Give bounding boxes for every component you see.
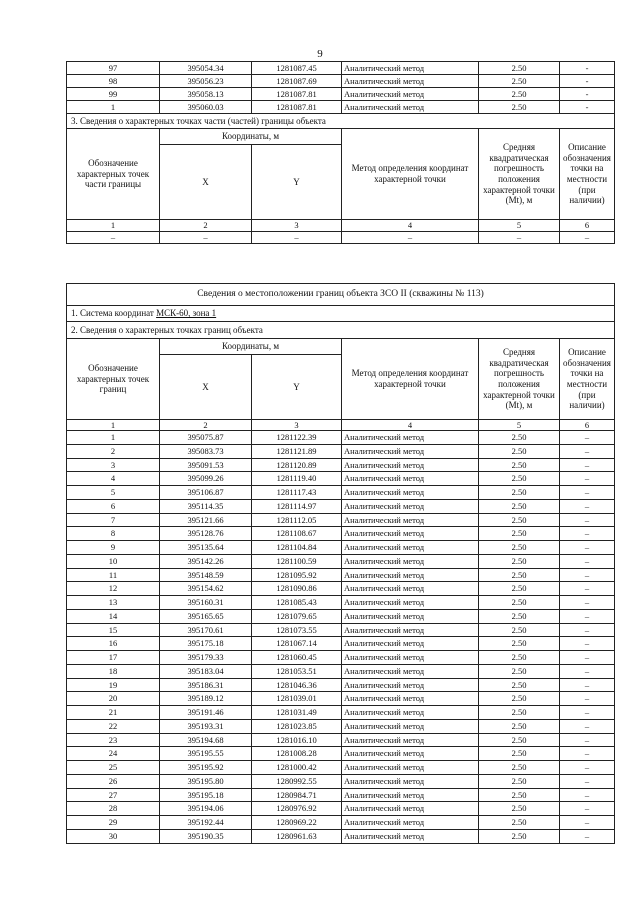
description: – — [560, 499, 615, 513]
description: – — [560, 431, 615, 445]
dash-cell: – — [67, 232, 160, 244]
table-row — [67, 596, 615, 610]
description: – — [560, 444, 615, 458]
method: Аналитический метод — [342, 486, 479, 500]
point-number: 9 — [67, 541, 160, 555]
coord-y: 1281008.28 — [252, 747, 342, 761]
coord-x: 395170.61 — [160, 623, 252, 637]
accuracy: 2.50 — [479, 527, 560, 541]
coord-x: 395075.87 — [160, 431, 252, 445]
accuracy: 2.50 — [479, 513, 560, 527]
coord-x: 395106.87 — [160, 486, 252, 500]
accuracy: 2.50 — [479, 75, 560, 88]
table-row — [67, 486, 615, 500]
table-row — [67, 706, 615, 720]
coord-x: 395175.18 — [160, 637, 252, 651]
coord-y: 1280969.22 — [252, 816, 342, 830]
header-x: X — [160, 145, 252, 220]
description: – — [560, 802, 615, 816]
coord-y: 1281000.42 — [252, 761, 342, 775]
point-number: 30 — [67, 829, 160, 843]
description: – — [560, 719, 615, 733]
point-number: 20 — [67, 692, 160, 706]
description: – — [560, 513, 615, 527]
table-row — [67, 829, 615, 843]
coord-system-label: 1. Система координат — [71, 308, 157, 318]
description: – — [560, 609, 615, 623]
coord-x: 395195.92 — [160, 761, 252, 775]
table-row — [67, 651, 615, 665]
accuracy: 2.50 — [479, 719, 560, 733]
coord-x: 395193.31 — [160, 719, 252, 733]
coord-x: 395099.26 — [160, 472, 252, 486]
coord-x: 395058.13 — [160, 88, 252, 101]
table-row — [67, 101, 615, 114]
coord-y: 1280961.63 — [252, 829, 342, 843]
column-number: 6 — [560, 220, 615, 232]
coord-y: 1281122.39 — [252, 431, 342, 445]
point-number: 1 — [67, 101, 160, 114]
table-row — [67, 802, 615, 816]
method: Аналитический метод — [342, 706, 479, 720]
table-row — [67, 774, 615, 788]
column-number: 4 — [342, 220, 479, 232]
header-description: Описание обозначения точки на местности (при наличии) — [560, 129, 615, 220]
method: Аналитический метод — [342, 719, 479, 733]
column-number: 5 — [479, 220, 560, 232]
table-row — [67, 541, 615, 555]
coord-x: 395091.53 — [160, 458, 252, 472]
method: Аналитический метод — [342, 609, 479, 623]
point-number: 16 — [67, 637, 160, 651]
accuracy: 2.50 — [479, 733, 560, 747]
accuracy: 2.50 — [479, 802, 560, 816]
dash-cell: – — [252, 232, 342, 244]
coord-y: 1281120.89 — [252, 458, 342, 472]
method: Аналитический метод — [342, 692, 479, 706]
coord-y: 1281023.85 — [252, 719, 342, 733]
point-number: 97 — [67, 62, 160, 75]
table-row — [67, 75, 615, 88]
method: Аналитический метод — [342, 431, 479, 445]
coord-x: 395128.76 — [160, 527, 252, 541]
point-number: 21 — [67, 706, 160, 720]
table-row — [67, 499, 615, 513]
table-row — [67, 788, 615, 802]
coord-x: 395195.55 — [160, 747, 252, 761]
coord-y: 1281053.51 — [252, 664, 342, 678]
accuracy: 2.50 — [479, 637, 560, 651]
method: Аналитический метод — [342, 541, 479, 555]
method: Аналитический метод — [342, 678, 479, 692]
method: Аналитический метод — [342, 774, 479, 788]
accuracy: 2.50 — [479, 623, 560, 637]
method: Аналитический метод — [342, 554, 479, 568]
accuracy: 2.50 — [479, 747, 560, 761]
coord-y: 1281090.86 — [252, 582, 342, 596]
point-number: 3 — [67, 458, 160, 472]
accuracy: 2.50 — [479, 816, 560, 830]
table-row — [67, 88, 615, 101]
coord-y: 1281108.67 — [252, 527, 342, 541]
method: Аналитический метод — [342, 623, 479, 637]
point-number: 13 — [67, 596, 160, 610]
point-number: 2 — [67, 444, 160, 458]
description: – — [560, 472, 615, 486]
table-row — [67, 458, 615, 472]
point-number: 27 — [67, 788, 160, 802]
header-coordinates: Координаты, м — [160, 339, 342, 355]
point-number: 12 — [67, 582, 160, 596]
point-number: 98 — [67, 75, 160, 88]
accuracy: 2.50 — [479, 829, 560, 843]
method: Аналитический метод — [342, 596, 479, 610]
coord-y: 1281095.92 — [252, 568, 342, 582]
dash-row — [67, 232, 615, 244]
dash-cell: – — [560, 232, 615, 244]
description: – — [560, 747, 615, 761]
coord-y: 1281085.43 — [252, 596, 342, 610]
point-number: 10 — [67, 554, 160, 568]
method: Аналитический метод — [342, 499, 479, 513]
coord-x: 395192.44 — [160, 816, 252, 830]
dash-cell: – — [479, 232, 560, 244]
coord-y: 1280992.55 — [252, 774, 342, 788]
header-x: X — [160, 355, 252, 420]
coord-x: 395183.04 — [160, 664, 252, 678]
header-method: Метод определения координат характерной точки — [342, 129, 479, 220]
coord-y: 1281112.05 — [252, 513, 342, 527]
header-method: Метод определения координат характерной точки — [342, 339, 479, 420]
header-y: Y — [252, 145, 342, 220]
accuracy: 2.50 — [479, 541, 560, 555]
coord-x: 395054.34 — [160, 62, 252, 75]
description: – — [560, 458, 615, 472]
point-number: 18 — [67, 664, 160, 678]
column-number: 5 — [479, 420, 560, 431]
part-section-title: 3. Сведения о характерных точках части (частей) границы объекта — [67, 114, 615, 129]
method: Аналитический метод — [342, 651, 479, 665]
column-number: 2 — [160, 420, 252, 431]
method: Аналитический метод — [342, 62, 479, 75]
table-row — [67, 472, 615, 486]
point-number: 15 — [67, 623, 160, 637]
method: Аналитический метод — [342, 444, 479, 458]
table-row — [67, 747, 615, 761]
column-number: 1 — [67, 220, 160, 232]
accuracy: 2.50 — [479, 788, 560, 802]
coord-x: 395186.31 — [160, 678, 252, 692]
point-number: 29 — [67, 816, 160, 830]
coord-x: 395194.68 — [160, 733, 252, 747]
accuracy: 2.50 — [479, 499, 560, 513]
column-number: 1 — [67, 420, 160, 431]
description: – — [560, 541, 615, 555]
coord-x: 395160.31 — [160, 596, 252, 610]
zso-boundary-table — [66, 283, 615, 844]
description: – — [560, 664, 615, 678]
description: – — [560, 527, 615, 541]
accuracy: 2.50 — [479, 582, 560, 596]
accuracy: 2.50 — [479, 706, 560, 720]
point-number: 28 — [67, 802, 160, 816]
coord-y: 1281119.40 — [252, 472, 342, 486]
coord-y: 1281087.45 — [252, 62, 342, 75]
description: – — [560, 761, 615, 775]
point-number: 14 — [67, 609, 160, 623]
point-number: 19 — [67, 678, 160, 692]
coord-x: 395060.03 — [160, 101, 252, 114]
description: – — [560, 596, 615, 610]
zso-title: Сведения о местоположении границ объекта ЗСО II (скважины № 113) — [67, 284, 615, 306]
column-numbers-row — [67, 420, 615, 431]
coord-x: 395189.12 — [160, 692, 252, 706]
method: Аналитический метод — [342, 527, 479, 541]
coord-y: 1281079.65 — [252, 609, 342, 623]
description: – — [560, 706, 615, 720]
point-number: 11 — [67, 568, 160, 582]
method: Аналитический метод — [342, 472, 479, 486]
description: – — [560, 623, 615, 637]
point-number: 22 — [67, 719, 160, 733]
coord-y: 1281087.69 — [252, 75, 342, 88]
method: Аналитический метод — [342, 458, 479, 472]
method: Аналитический метод — [342, 761, 479, 775]
page-number: 9 — [317, 48, 323, 60]
description: - — [560, 101, 615, 114]
table-row — [67, 444, 615, 458]
table-row — [67, 62, 615, 75]
coord-y: 1281114.97 — [252, 499, 342, 513]
coord-y: 1281016.10 — [252, 733, 342, 747]
accuracy: 2.50 — [479, 692, 560, 706]
coord-system-line — [67, 306, 615, 322]
coord-y: 1281087.81 — [252, 88, 342, 101]
method: Аналитический метод — [342, 816, 479, 830]
column-number: 3 — [252, 220, 342, 232]
accuracy: 2.50 — [479, 486, 560, 500]
header-y: Y — [252, 355, 342, 420]
coord-x: 395154.62 — [160, 582, 252, 596]
accuracy: 2.50 — [479, 651, 560, 665]
point-number: 99 — [67, 88, 160, 101]
header-coordinates: Координаты, м — [160, 129, 342, 145]
method: Аналитический метод — [342, 88, 479, 101]
coord-y: 1281117.43 — [252, 486, 342, 500]
description: - — [560, 75, 615, 88]
header-accuracy: Средняя квадратическая погрешность положения характерной точки (Мt), м — [479, 339, 560, 420]
description: - — [560, 88, 615, 101]
table-row — [67, 431, 615, 445]
method: Аналитический метод — [342, 802, 479, 816]
header-designation: Обозначение характерных точек части границы — [67, 129, 160, 220]
accuracy: 2.50 — [479, 596, 560, 610]
column-number: 2 — [160, 220, 252, 232]
point-number: 6 — [67, 499, 160, 513]
table-row — [67, 637, 615, 651]
description: – — [560, 554, 615, 568]
point-number: 25 — [67, 761, 160, 775]
accuracy: 2.50 — [479, 88, 560, 101]
column-numbers-row — [67, 220, 615, 232]
method: Аналитический метод — [342, 513, 479, 527]
coord-x: 395165.65 — [160, 609, 252, 623]
part-boundary-table — [66, 61, 615, 244]
coord-x: 395194.06 — [160, 802, 252, 816]
table-row — [67, 582, 615, 596]
coord-x: 395114.35 — [160, 499, 252, 513]
accuracy: 2.50 — [479, 472, 560, 486]
method: Аналитический метод — [342, 637, 479, 651]
column-number: 4 — [342, 420, 479, 431]
description: – — [560, 568, 615, 582]
accuracy: 2.50 — [479, 774, 560, 788]
coord-y: 1281100.59 — [252, 554, 342, 568]
table-row — [67, 609, 615, 623]
coord-y: 1280976.92 — [252, 802, 342, 816]
point-number: 7 — [67, 513, 160, 527]
continuation-rows — [67, 62, 615, 114]
method: Аналитический метод — [342, 788, 479, 802]
accuracy: 2.50 — [479, 458, 560, 472]
method: Аналитический метод — [342, 101, 479, 114]
dash-cell: – — [160, 232, 252, 244]
accuracy: 2.50 — [479, 609, 560, 623]
method: Аналитический метод — [342, 747, 479, 761]
point-number: 1 — [67, 431, 160, 445]
coord-system-value: МСК-60, зона 1 — [156, 308, 217, 318]
coord-y: 1281104.84 — [252, 541, 342, 555]
accuracy: 2.50 — [479, 761, 560, 775]
description: – — [560, 829, 615, 843]
method: Аналитический метод — [342, 582, 479, 596]
coord-y: 1281087.81 — [252, 101, 342, 114]
coord-x: 395121.66 — [160, 513, 252, 527]
coord-y: 1281039.01 — [252, 692, 342, 706]
point-number: 4 — [67, 472, 160, 486]
point-number: 26 — [67, 774, 160, 788]
coord-x: 395148.59 — [160, 568, 252, 582]
accuracy: 2.50 — [479, 431, 560, 445]
method: Аналитический метод — [342, 568, 479, 582]
coord-x: 395195.80 — [160, 774, 252, 788]
description: – — [560, 486, 615, 500]
method: Аналитический метод — [342, 75, 479, 88]
dash-cell: – — [342, 232, 479, 244]
accuracy: 2.50 — [479, 101, 560, 114]
zso-points-rows — [67, 431, 615, 844]
accuracy: 2.50 — [479, 62, 560, 75]
coord-y: 1281073.55 — [252, 623, 342, 637]
table-row — [67, 568, 615, 582]
header-accuracy: Средняя квадратическая погрешность положения характерной точки (Мt), м — [479, 129, 560, 220]
table-row — [67, 816, 615, 830]
accuracy: 2.50 — [479, 554, 560, 568]
table-row — [67, 623, 615, 637]
table-row — [67, 527, 615, 541]
method: Аналитический метод — [342, 664, 479, 678]
coord-y: 1281031.49 — [252, 706, 342, 720]
accuracy: 2.50 — [479, 444, 560, 458]
description: – — [560, 733, 615, 747]
coord-y: 1281060.45 — [252, 651, 342, 665]
description: – — [560, 816, 615, 830]
coord-y: 1281067.14 — [252, 637, 342, 651]
point-number: 24 — [67, 747, 160, 761]
accuracy: 2.50 — [479, 664, 560, 678]
column-number: 6 — [560, 420, 615, 431]
coord-y: 1280984.71 — [252, 788, 342, 802]
table-row — [67, 761, 615, 775]
description: – — [560, 582, 615, 596]
point-number: 17 — [67, 651, 160, 665]
table-row — [67, 692, 615, 706]
description: – — [560, 637, 615, 651]
description: - — [560, 62, 615, 75]
zso-section2-title: 2. Сведения о характерных точках границ объекта — [67, 322, 615, 339]
description: – — [560, 788, 615, 802]
point-number: 5 — [67, 486, 160, 500]
description: – — [560, 692, 615, 706]
accuracy: 2.50 — [479, 678, 560, 692]
method: Аналитический метод — [342, 829, 479, 843]
point-number: 23 — [67, 733, 160, 747]
header-designation: Обозначение характерных точек границ — [67, 339, 160, 420]
table-row — [67, 554, 615, 568]
coord-x: 395083.73 — [160, 444, 252, 458]
description: – — [560, 651, 615, 665]
coord-x: 395056.23 — [160, 75, 252, 88]
coord-x: 395135.64 — [160, 541, 252, 555]
point-number: 8 — [67, 527, 160, 541]
table-row — [67, 513, 615, 527]
coord-y: 1281121.89 — [252, 444, 342, 458]
coord-y: 1281046.36 — [252, 678, 342, 692]
coord-x: 395142.26 — [160, 554, 252, 568]
table-row — [67, 678, 615, 692]
table-row — [67, 733, 615, 747]
coord-x: 395191.46 — [160, 706, 252, 720]
coord-x: 395179.33 — [160, 651, 252, 665]
column-number: 3 — [252, 420, 342, 431]
accuracy: 2.50 — [479, 568, 560, 582]
coord-x: 395195.18 — [160, 788, 252, 802]
method: Аналитический метод — [342, 733, 479, 747]
description: – — [560, 678, 615, 692]
table-row — [67, 664, 615, 678]
table-row — [67, 719, 615, 733]
description: – — [560, 774, 615, 788]
coord-x: 395190.35 — [160, 829, 252, 843]
header-description: Описание обозначения точки на местности (при наличии) — [560, 339, 615, 420]
